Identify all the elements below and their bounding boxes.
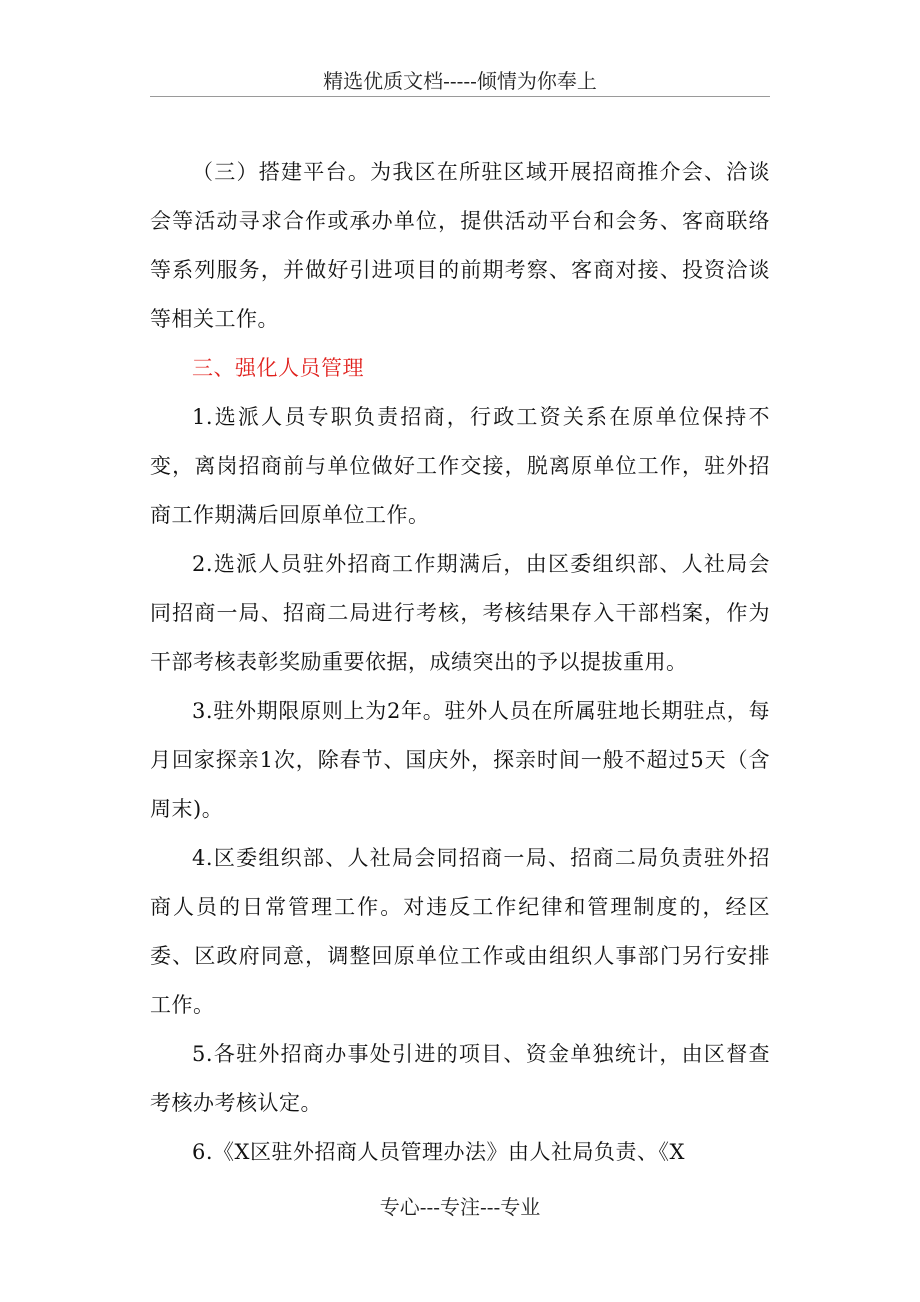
paragraph-platform: （三）搭建平台。为我区在所驻区域开展招商推介会、洽谈会等活动寻求合作或承办单位，提供活动平台和会务、客商联络等系列服务，并做好引进项目的前期考察、客商对接、投资洽谈等相关工作。 [150,160,770,331]
header-title: 精选优质文档-----倾情为你奉上 [323,69,597,93]
list-item-6: 6.《X区驻外招商人员管理办法》由人社局负责、《X [192,1140,685,1164]
list-item-2: 2.选派人员驻外招商工作期满后，由区委组织部、人社局会同招商一局、招商二局进行考核，考核结果存入干部档案，作为干部考核表彰奖励重要依据，成绩突出的予以提拔重用。 [150,552,770,674]
page-header [150,66,770,97]
list-item-3: 3.驻外期限原则上为2年。驻外人员在所属驻地长期驻点，每月回家探亲1次，除春节、国庆外，探亲时间一般不超过5天（含周末)。 [150,699,770,821]
list-item-5: 5.各驻外招商办事处引进的项目、资金单独统计，由区督查考核办考核认定。 [150,1042,770,1115]
list-item-4: 4.区委组织部、人社局会同招商一局、招商二局负责驻外招商人员的日常管理工作。对违反工作纪律和管理制度的，经区委、区政府同意，调整回原单位工作或由组织人事部门另行安排工作。 [150,846,770,1017]
list-item-1: 1.选派人员专职负责招商，行政工资关系在原单位保持不变，离岗招商前与单位做好工作交接，脱离原单位工作，驻外招商工作期满后回原单位工作。 [150,405,770,527]
page-footer [0,1192,920,1222]
section-heading: 三、强化人员管理 [192,356,364,380]
document-body [150,148,770,1177]
footer-text: 专心---专注---专业 [379,1195,541,1219]
